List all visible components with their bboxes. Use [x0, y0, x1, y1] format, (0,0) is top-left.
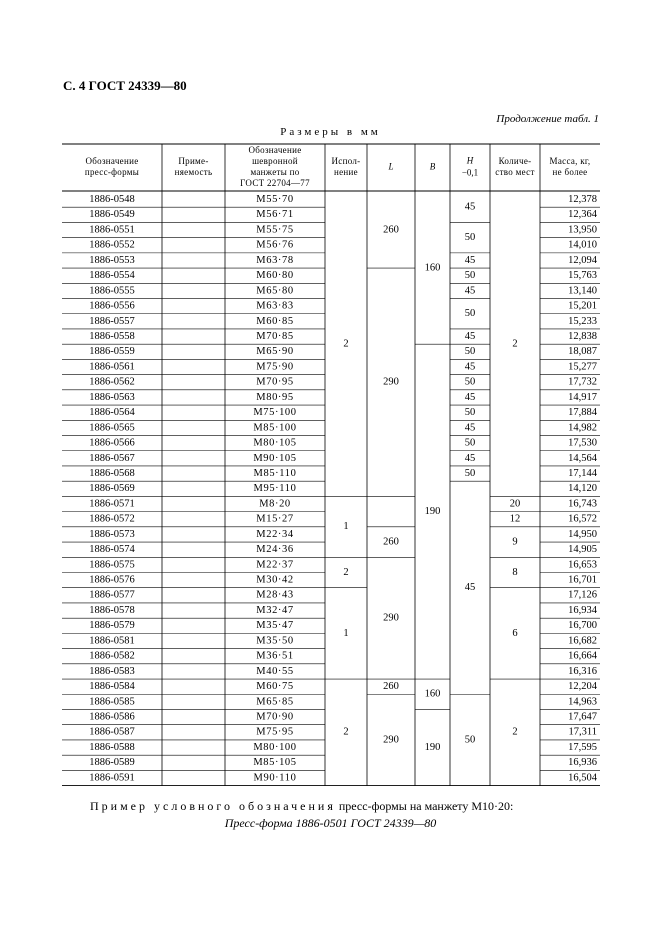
cell-cuff: М75·90 — [256, 361, 294, 373]
header-version: нение — [334, 167, 358, 178]
cell-mass: 16,664 — [568, 650, 597, 662]
cell-cuff: М15·27 — [256, 513, 294, 525]
cell-designation: 1886-0578 — [89, 604, 135, 616]
cell-cuff: М65·85 — [256, 696, 294, 708]
cell-cuff: М30·42 — [256, 574, 294, 586]
cell-designation: 1886-0565 — [89, 422, 135, 434]
cell-mass: 17,311 — [568, 726, 597, 738]
cell-designation: 1886-0576 — [89, 574, 135, 586]
cell-b: 190 — [424, 741, 441, 753]
cell-b: 160 — [424, 262, 441, 274]
cell-mass: 16,653 — [568, 559, 597, 571]
header-mass: не более — [552, 167, 588, 178]
cell-mass: 17,530 — [568, 437, 597, 449]
cell-cuff: М22·37 — [256, 559, 294, 571]
cell-mass: 17,732 — [568, 376, 597, 388]
cell-designation: 1886-0574 — [89, 544, 135, 556]
cell-designation: 1886-0562 — [89, 376, 135, 388]
cell-mass: 12,204 — [568, 681, 597, 693]
cell-h: 50 — [464, 308, 476, 320]
header-applicability: няемость — [174, 167, 213, 178]
cell-mass: 15,233 — [568, 315, 597, 327]
table-continuation-note: Продолжение табл. 1 — [496, 113, 599, 125]
cell-designation: 1886-0554 — [89, 270, 135, 282]
header-cuff: ГОСТ 22704—77 — [240, 178, 310, 189]
cell-designation: 1886-0556 — [89, 300, 135, 312]
cell-mass: 16,934 — [568, 604, 597, 616]
cell-designation: 1886-0567 — [89, 452, 135, 464]
page-header: С. 4 ГОСТ 24339—80 — [63, 78, 187, 93]
cell-mass: 14,120 — [568, 483, 597, 495]
cell-designation: 1886-0584 — [89, 681, 135, 693]
cell-mass: 12,364 — [568, 209, 597, 221]
cell-cuff: М70·90 — [256, 711, 294, 723]
header-version: Испол- — [331, 156, 361, 167]
cell-mass: 13,950 — [568, 224, 597, 236]
cell-cuff: М65·90 — [256, 346, 294, 358]
cell-designation: 1886-0553 — [89, 254, 135, 266]
cell-h: 50 — [464, 232, 476, 244]
header-count: Количе- — [498, 156, 532, 167]
header-cuff: манжеты по — [250, 167, 300, 178]
cell-mass: 16,743 — [568, 498, 597, 510]
cell-h: 45 — [464, 422, 476, 434]
cell-designation: 1886-0583 — [89, 665, 135, 677]
cell-h: 50 — [464, 467, 476, 479]
cell-h: 50 — [464, 346, 476, 358]
cell-mass: 14,963 — [568, 696, 597, 708]
cell-h: 45 — [464, 285, 476, 297]
cell-count: 20 — [509, 498, 521, 510]
cell-mass: 12,378 — [568, 194, 597, 206]
cell-mass: 16,701 — [568, 574, 597, 586]
cell-designation: 1886-0589 — [89, 757, 135, 769]
cell-version: 2 — [343, 566, 349, 578]
cell-mass: 12,838 — [568, 330, 597, 342]
cell-h: 45 — [464, 254, 476, 266]
cell-h: 50 — [464, 270, 476, 282]
cell-mass: 14,982 — [568, 422, 597, 434]
cell-designation: 1886-0572 — [89, 513, 135, 525]
cell-b: 190 — [424, 506, 441, 518]
cell-mass: 16,572 — [568, 513, 597, 525]
example-text: пресс-формы на манжету М10·20: — [335, 799, 514, 813]
cell-cuff: М55·75 — [256, 224, 294, 236]
cell-mass: 13,140 — [568, 285, 597, 297]
cell-designation: 1886-0566 — [89, 437, 135, 449]
cell-cuff: М24·36 — [256, 544, 294, 556]
cell-designation: 1886-0569 — [89, 483, 135, 495]
header-H-tolerance: −0,1 — [461, 167, 479, 178]
cell-mass: 14,564 — [568, 452, 597, 464]
cell-cuff: М56·76 — [256, 239, 294, 251]
cell-cuff: М28·43 — [256, 589, 294, 601]
cell-cuff: М22·34 — [256, 528, 294, 540]
cell-cuff: М65·80 — [256, 285, 294, 297]
cell-h: 45 — [464, 391, 476, 403]
cell-mass: 15,201 — [568, 300, 597, 312]
cell-cuff: М32·47 — [256, 604, 294, 616]
cell-designation: 1886-0579 — [89, 620, 135, 632]
cell-l: 290 — [383, 376, 399, 388]
cell-cuff: М80·105 — [253, 437, 297, 449]
cell-cuff: М56·71 — [256, 209, 294, 221]
cell-designation: 1886-0577 — [89, 589, 135, 601]
cell-cuff: М70·85 — [256, 330, 294, 342]
cell-designation: 1886-0581 — [89, 635, 135, 647]
cell-cuff: М55·70 — [256, 194, 294, 206]
cell-cuff: М36·51 — [256, 650, 294, 662]
cell-version: 1 — [343, 521, 349, 533]
example-designation — [90, 799, 590, 814]
cell-h: 45 — [464, 361, 476, 373]
cell-count: 12 — [509, 513, 521, 525]
cell-mass: 16,316 — [568, 665, 597, 677]
cell-cuff: М35·47 — [256, 620, 294, 632]
cell-mass: 18,087 — [568, 346, 597, 358]
cell-cuff: М40·55 — [256, 665, 294, 677]
cell-h: 50 — [464, 734, 476, 746]
cell-version: 1 — [343, 627, 349, 639]
cell-cuff: М90·110 — [253, 772, 297, 784]
cell-count: 8 — [512, 566, 518, 578]
header-mass: Масса, кг, — [549, 156, 591, 167]
cell-cuff: М63·78 — [256, 254, 294, 266]
cell-h: 50 — [464, 376, 476, 388]
cell-designation: 1886-0573 — [89, 528, 135, 540]
dimensions-units-note: Размеры в мм — [280, 126, 381, 138]
cell-version: 2 — [343, 338, 349, 350]
cell-cuff: М90·105 — [253, 452, 297, 464]
cell-mass: 16,936 — [568, 757, 597, 769]
cell-l: 260 — [383, 681, 399, 693]
cell-mass: 15,277 — [568, 361, 597, 373]
cell-designation: 1886-0555 — [89, 285, 135, 297]
cell-mass: 17,884 — [568, 407, 597, 419]
cell-designation: 1886-0564 — [89, 407, 135, 419]
cell-l: 260 — [383, 224, 399, 236]
cell-l: 290 — [383, 612, 399, 624]
cell-designation: 1886-0586 — [89, 711, 135, 723]
cell-h: 45 — [464, 452, 476, 464]
cell-cuff: М60·75 — [256, 681, 294, 693]
cell-h: 50 — [464, 437, 476, 449]
cell-mass: 16,682 — [568, 635, 597, 647]
cell-designation: 1886-0571 — [89, 498, 135, 510]
cell-mass: 17,126 — [568, 589, 597, 601]
cell-cuff: М35·50 — [256, 635, 294, 647]
cell-cuff: М8·20 — [259, 498, 291, 510]
cell-version: 2 — [343, 726, 349, 738]
cell-h: 45 — [464, 582, 476, 594]
cell-mass: 15,763 — [568, 270, 597, 282]
cell-l: 260 — [383, 536, 399, 548]
cell-designation: 1886-0559 — [89, 346, 135, 358]
cell-designation: 1886-0588 — [89, 741, 135, 753]
cell-designation: 1886-0591 — [89, 772, 135, 784]
cell-cuff: М63·83 — [256, 300, 294, 312]
header-H: H — [466, 155, 474, 166]
cell-cuff: М85·110 — [253, 467, 297, 479]
cell-designation: 1886-0558 — [89, 330, 135, 342]
example-designation-value: Пресс-форма 1886-0501 ГОСТ 24339—80 — [224, 816, 437, 830]
cell-designation: 1886-0548 — [89, 194, 135, 206]
cell-mass: 14,010 — [568, 239, 597, 251]
cell-b: 160 — [424, 688, 441, 700]
cell-mass: 14,905 — [568, 544, 597, 556]
cell-mass: 16,504 — [568, 772, 597, 784]
cell-count: 6 — [512, 627, 518, 639]
cell-designation: 1886-0585 — [89, 696, 135, 708]
cell-l: 290 — [383, 734, 399, 746]
cell-cuff: М80·100 — [253, 741, 297, 753]
example-label: Пример условного обозначения — [90, 799, 336, 813]
cell-cuff: М75·95 — [256, 726, 294, 738]
cell-mass: 17,647 — [568, 711, 597, 723]
cell-designation: 1886-0549 — [89, 209, 135, 221]
header-cuff: шевронной — [252, 156, 298, 167]
cell-designation: 1886-0563 — [89, 391, 135, 403]
cell-count: 2 — [512, 726, 518, 738]
cell-mass: 17,595 — [568, 741, 597, 753]
cell-mass: 14,950 — [568, 528, 597, 540]
cell-cuff: М60·80 — [256, 270, 294, 282]
cell-mass: 14,917 — [568, 391, 597, 403]
cell-h: 50 — [464, 407, 476, 419]
cell-cuff: М60·85 — [256, 315, 294, 327]
cell-designation: 1886-0587 — [89, 726, 135, 738]
cell-cuff: М85·105 — [253, 757, 297, 769]
cell-designation: 1886-0551 — [89, 224, 135, 236]
cell-designation: 1886-0552 — [89, 239, 135, 251]
cell-cuff: М75·100 — [253, 407, 297, 419]
cell-h: 45 — [464, 330, 476, 342]
header-cuff: Обозначение — [248, 145, 302, 156]
cell-h: 45 — [464, 201, 476, 213]
cell-cuff: М80·95 — [256, 391, 294, 403]
cell-mass: 16,700 — [568, 620, 597, 632]
cell-count: 2 — [512, 338, 518, 350]
header-designation: пресс-формы — [84, 167, 140, 178]
cell-count: 9 — [512, 536, 518, 548]
cell-designation: 1886-0561 — [89, 361, 135, 373]
cell-mass: 17,144 — [568, 467, 597, 479]
header-B: B — [429, 161, 436, 172]
header-designation: Обозначение — [85, 156, 139, 167]
cell-designation: 1886-0568 — [89, 467, 135, 479]
header-applicability: Приме- — [178, 156, 209, 167]
cell-designation: 1886-0582 — [89, 650, 135, 662]
header-count: ство мест — [495, 167, 535, 178]
cell-designation: 1886-0557 — [89, 315, 135, 327]
cell-cuff: М70·95 — [256, 376, 294, 388]
cell-cuff: М95·110 — [253, 483, 297, 495]
cell-mass: 12,094 — [568, 254, 597, 266]
cell-designation: 1886-0575 — [89, 559, 135, 571]
cell-cuff: М85·100 — [253, 422, 297, 434]
header-L: L — [388, 161, 394, 172]
